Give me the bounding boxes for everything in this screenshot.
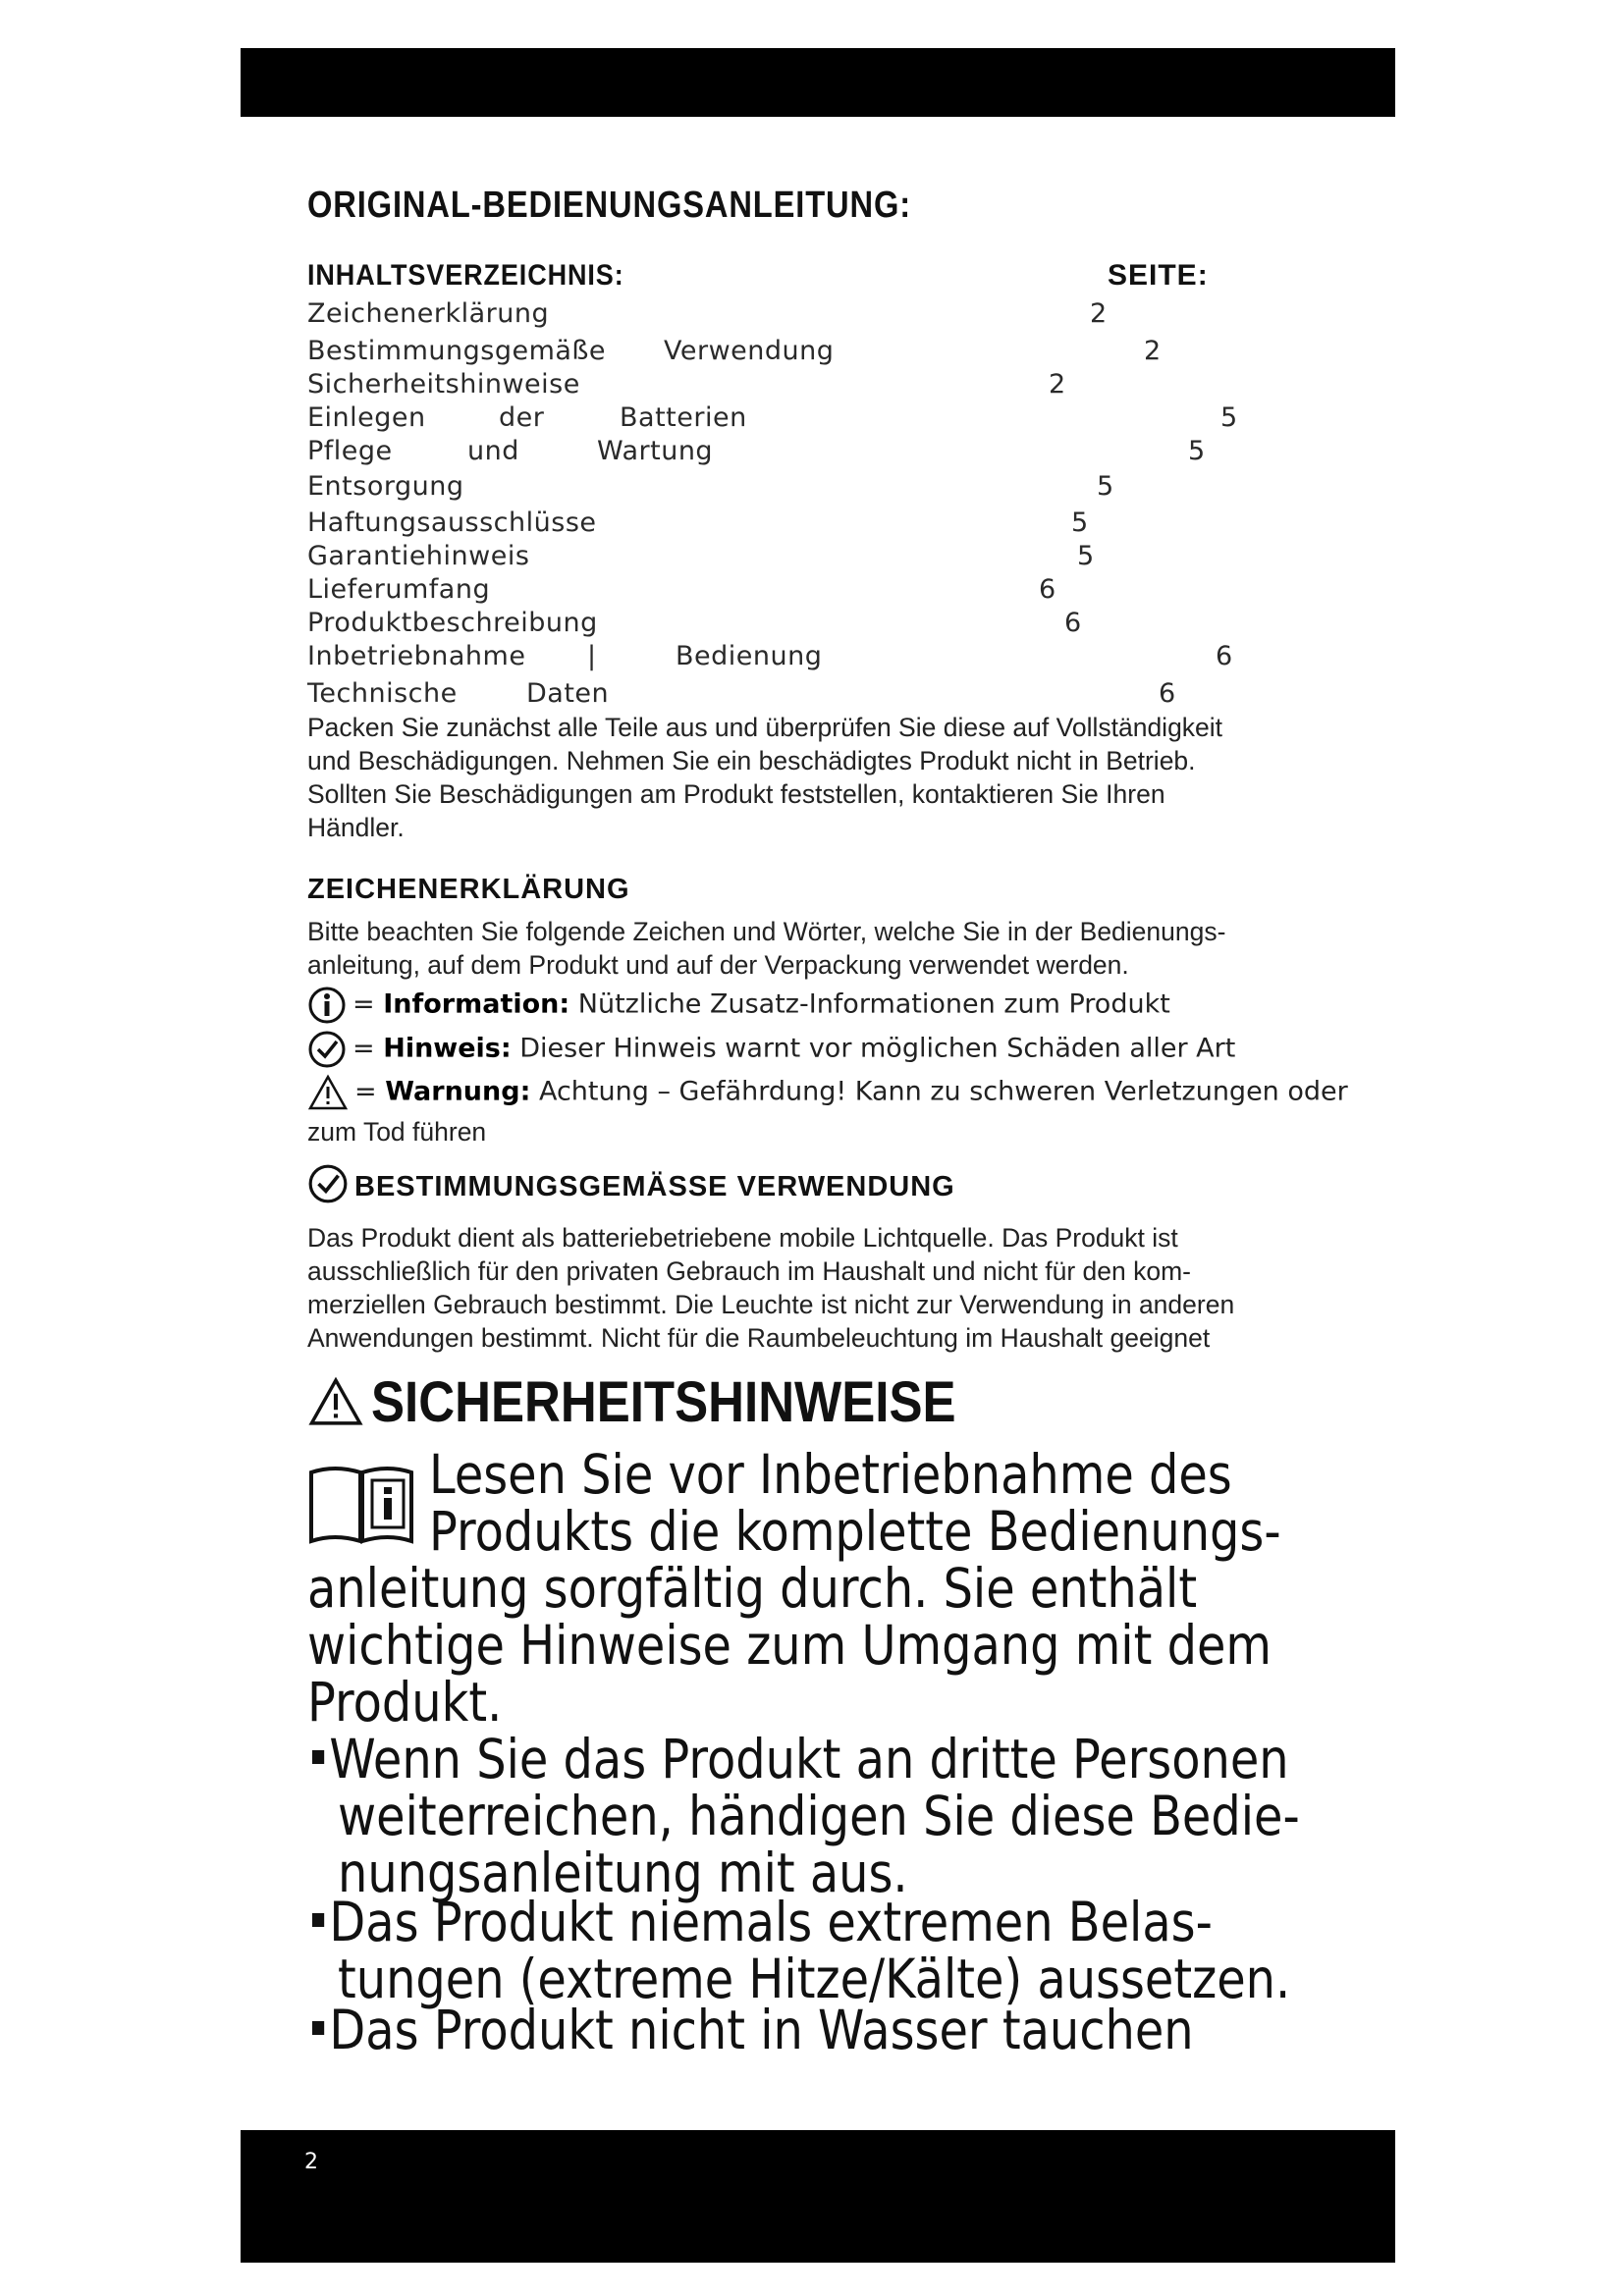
manual-info-icon (307, 1463, 415, 1549)
document-title: ORIGINAL-BEDIENUNGSANLEITUNG: (307, 185, 911, 226)
warning-icon (307, 1074, 349, 1111)
toc-heading: INHALTSVERZEICHNIS: (307, 259, 624, 292)
safety-bullet-continuation: nungsanleitung mit aus. (338, 1842, 908, 1904)
usage-paragraph: Das Produkt dient als batteriebetriebene mobile Lichtquelle. Das Produkt ist ausschließlich für den privaten Gebrauch im Haushalt und nicht für den kom- merziellen Gebrauch bestimmt. Die Leuchte ist nicht zur Verwendung in anderen Anwendungen bestimmt. Nicht für die Raumbeleuchtung im Haushalt geeignet (307, 1223, 1235, 1353)
safety-bullet-continuation: tungen (extreme Hitze/Kälte) aussetzen. (338, 1948, 1291, 2010)
check-icon (307, 1030, 347, 1069)
book-info-icon (307, 1463, 415, 1545)
usage-heading: BESTIMMUNGSGEMÄSSE VERWENDUNG (307, 1171, 955, 1204)
header-bar (241, 48, 1395, 117)
page-number: 2 (304, 2150, 318, 2174)
legend-heading: ZEICHENERKLÄRUNG (307, 874, 630, 905)
info-icon (307, 986, 347, 1025)
safety-bullet-continuation: weiterreichen, händigen Sie diese Bedie- (338, 1785, 1300, 1847)
bullet-square-icon (312, 2021, 324, 2035)
safety-intro-line: Produkts die komplette Bedienungs- (429, 1500, 1281, 1563)
legend-paragraph: Bitte beachten Sie folgende Zeichen und Wörter, welche Sie in der Bedienungs- anleitung, auf dem Produkt und auf der Verpackung verwendet werden. (307, 917, 1226, 980)
safety-intro-line: anleitung sorgfältig durch. Sie enthält (307, 1557, 1198, 1620)
safety-bullet: Das Produkt niemals extremen Belas- (312, 1894, 1213, 1951)
legend-item-hinweis: = Hinweis: Dieser Hinweis warnt vor möglichen Schäden aller Art (307, 1030, 1235, 1069)
bullet-square-icon (312, 1913, 324, 1927)
footer-bar (241, 2130, 1395, 2263)
intro-paragraph: Packen Sie zunächst alle Teile aus und überprüfen Sie diese auf Vollständigkeit und Beschädigungen. Nehmen Sie ein beschädigtes Produkt nicht in Betrieb. Sollten Sie Beschädigungen am Produkt feststellen, kontaktieren Sie Ihren Händler. (307, 713, 1223, 842)
safety-intro-line: Lesen Sie vor Inbetriebnahme des (429, 1443, 1232, 1506)
bullet-square-icon (312, 1750, 324, 1764)
safety-heading: SICHERHEITSHINWEISE (371, 1370, 956, 1434)
safety-intro-line: Produkt. (307, 1671, 503, 1734)
safety-bullet: Wenn Sie das Produkt an dritte Personen (312, 1731, 1289, 1789)
legend-warning-continuation: zum Tod führen (307, 1117, 487, 1147)
safety-intro-line: wichtige Hinweise zum Umgang mit dem (307, 1614, 1272, 1677)
legend-item-warnung: = Warnung: Achtung – Gefährdung! Kann zu schweren Verletzungen oder (307, 1074, 1348, 1111)
legend-item-information: = Information: Nützliche Zusatz-Informationen zum Produkt (307, 986, 1170, 1025)
safety-bullet: Das Produkt nicht in Wasser tauchen (312, 2002, 1194, 2059)
check-icon (307, 1163, 349, 1204)
safety-warning-icon (307, 1376, 364, 1431)
warning-icon (307, 1376, 364, 1427)
toc-page-heading: SEITE: (1108, 259, 1209, 292)
